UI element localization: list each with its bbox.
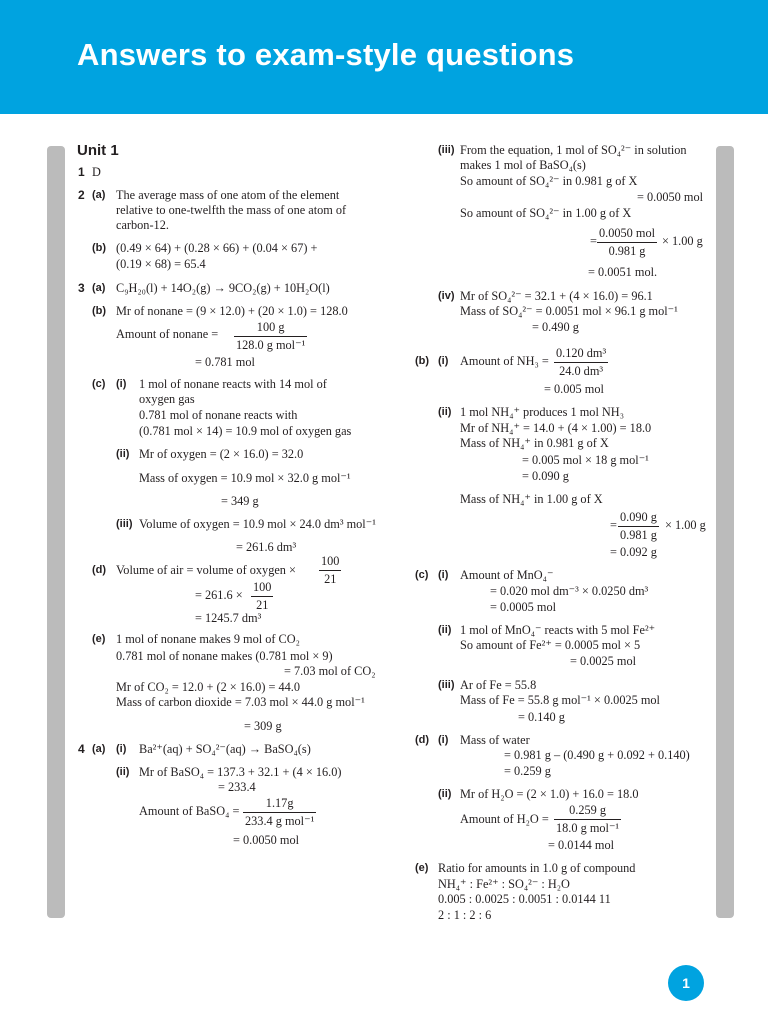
left-line: (c): [92, 378, 106, 390]
left-line: = 233.4: [218, 780, 256, 794]
right-line: (e): [415, 862, 429, 874]
right-line: (iv): [438, 290, 455, 302]
fraction-numerator: 1.17g: [265, 796, 294, 810]
left-line: Mr of nonane = (9 × 12.0) + (20 × 1.0) = 128.0: [116, 304, 348, 318]
left-line: (0.49 × 64) + (0.28 × 66) + (0.04 × 67) +: [116, 241, 318, 255]
right-line: Mass of NH₄⁺ in 1.00 g of X: [460, 492, 603, 506]
right-line: (ii): [438, 788, 452, 800]
right-line: NH₄⁺ : Fe²⁺ : SO₄²⁻ : H₂O: [438, 877, 570, 891]
right-line: Mass of water: [460, 733, 530, 747]
right-line: = 0.005 mol: [544, 382, 604, 396]
fraction-denominator: 233.4 g mol⁻¹: [245, 814, 315, 828]
left-line: = 7.03 mol of CO₂: [284, 664, 376, 678]
left-line: (i): [116, 378, 127, 390]
fraction: [618, 510, 659, 543]
fraction: [554, 803, 621, 836]
right-line: (i): [438, 355, 449, 367]
left-line: 1 mol of nonane reacts with 14 mol of: [139, 377, 327, 391]
fraction-numerator: 100 g: [256, 320, 285, 334]
left-line: 1 mol of nonane makes 9 mol of CO₂: [116, 632, 300, 646]
right-line: = 0.090 g: [522, 469, 569, 483]
right-line: (ii): [438, 406, 452, 418]
left-line: carbon-12.: [116, 218, 169, 232]
right-line: =: [610, 518, 617, 532]
fraction-denominator: 18.0 g mol⁻¹: [556, 821, 620, 835]
right-line: 1 mol of MnO₄⁻ reacts with 5 mol Fe²⁺: [460, 623, 656, 637]
fraction: [251, 580, 273, 613]
right-line: = 0.005 mol × 18 g mol⁻¹: [522, 453, 649, 467]
right-line: = 0.0025 mol: [570, 654, 637, 668]
right-line: So amount of Fe²⁺ = 0.0005 mol × 5: [460, 638, 641, 652]
left-line: (0.781 mol × 14) = 10.9 mol of oxygen gas: [139, 424, 352, 438]
fraction-denominator: 21: [319, 570, 341, 587]
page-number-badge: [668, 965, 704, 1001]
left-line: Mr of CO₂ = 12.0 + (2 × 16.0) = 44.0: [116, 680, 301, 694]
left-line: 3: [78, 281, 85, 295]
left-line: Mr of BaSO₄ = 137.3 + 32.1 + (4 × 16.0): [139, 765, 342, 779]
right-line: So amount of SO₄²⁻ in 0.981 g of X: [460, 174, 638, 188]
fraction: [234, 320, 307, 353]
left-line: (i): [116, 743, 127, 755]
left-line: (ii): [116, 766, 130, 778]
left-line: (a): [92, 282, 106, 294]
right-line: = 0.0005 mol: [490, 600, 557, 614]
left-line: Volume of air = volume of oxygen ×: [116, 563, 296, 577]
right-line: Amount of H₂O =: [460, 812, 549, 826]
left-line: = 0.781 mol: [195, 355, 255, 369]
fraction-numerator: 0.259 g: [569, 803, 606, 817]
right-line: Amount of NH₃ =: [460, 354, 549, 368]
page-title-text: Answers to exam-style questions: [77, 37, 575, 72]
left-line: = 349 g: [221, 494, 259, 508]
left-line: (iii): [116, 518, 133, 530]
left-line: 0.781 mol of nonane makes (0.781 mol × 9): [116, 649, 333, 663]
fraction: [554, 346, 608, 379]
fraction-numerator: 0.0050 mol: [599, 226, 656, 240]
right-line: Amount of MnO₄⁻: [460, 568, 554, 582]
right-line: (i): [438, 734, 449, 746]
right-line: =: [590, 234, 597, 248]
fraction: [243, 796, 316, 829]
right-line: (iii): [438, 679, 455, 691]
right-line: Ratio for amounts in 1.0 g of compound: [438, 861, 636, 875]
left-line: Mass of oxygen = 10.9 mol × 32.0 g mol⁻¹: [139, 471, 351, 485]
page-title: [77, 38, 574, 72]
right-line: (ii): [438, 624, 452, 636]
left-line: (0.19 × 68) = 65.4: [116, 257, 206, 271]
right-line: × 1.00 g: [662, 234, 703, 248]
right-line: Mr of SO₄²⁻ = 32.1 + (4 × 16.0) = 96.1: [460, 289, 653, 303]
fraction-denominator: 0.981 g: [620, 528, 657, 542]
right-line: Ar of Fe = 55.8: [460, 678, 537, 692]
left-line: Unit 1: [77, 142, 119, 159]
right-line: Mass of SO₄²⁻ = 0.0051 mol × 96.1 g mol⁻¹: [460, 304, 678, 318]
fraction: [597, 226, 657, 259]
fraction-numerator: 100: [321, 554, 340, 568]
right-line: (i): [438, 569, 449, 581]
right-line: Mr of H₂O = (2 × 1.0) + 16.0 = 18.0: [460, 787, 639, 801]
right-line: So amount of SO₄²⁻ in 1.00 g of X: [460, 206, 632, 220]
right-line: (b): [415, 355, 430, 367]
fraction-numerator: 0.090 g: [620, 510, 657, 524]
left-line: oxygen gas: [139, 392, 195, 406]
left-line: = 1245.7 dm³: [195, 611, 262, 625]
right-line: Mass of NH₄⁺ in 0.981 g of X: [460, 436, 609, 450]
left-line: 1: [78, 165, 85, 179]
left-line: C₉H₂₀(l) + 14O₂(g) → 9CO₂(g) + 10H₂O(l): [116, 281, 330, 295]
right-line: Mass of Fe = 55.8 g mol⁻¹ × 0.0025 mol: [460, 693, 660, 707]
left-line: Mr of oxygen = (2 × 16.0) = 32.0: [139, 447, 304, 461]
right-line: Mr of NH₄⁺ = 14.0 + (4 × 1.00) = 18.0: [460, 421, 652, 435]
fraction-numerator: 0.120 dm³: [556, 346, 607, 360]
fraction-denominator: 128.0 g mol⁻¹: [236, 338, 306, 352]
fraction: [319, 554, 341, 587]
left-line: Amount of nonane =: [116, 327, 219, 341]
right-line: = 0.092 g: [610, 545, 657, 559]
right-line: = 0.020 mol dm⁻³ × 0.0250 dm³: [490, 584, 649, 598]
left-line: Ba²⁺(aq) + SO₄²⁻(aq) → BaSO₄(s): [139, 742, 311, 756]
left-line: Amount of BaSO₄ =: [139, 804, 240, 818]
left-line: 4: [78, 742, 85, 756]
fraction-denominator: 0.981 g: [597, 242, 657, 259]
left-line: (ii): [116, 448, 130, 460]
left-line: (d): [92, 564, 107, 576]
right-line: × 1.00 g: [665, 518, 706, 532]
left-line: 0.781 mol of nonane reacts with: [139, 408, 298, 422]
fraction-numerator: 100: [253, 580, 272, 594]
left-line: = 309 g: [244, 719, 282, 733]
fraction-denominator: 21: [251, 596, 273, 613]
right-line: (d): [415, 734, 430, 746]
right-line: From the equation, 1 mol of SO₄²⁻ in solution: [460, 143, 687, 157]
page-number: 1: [682, 975, 690, 991]
right-margin-bar: [716, 146, 734, 918]
left-line: relative to one-twelfth the mass of one atom of: [116, 203, 347, 217]
fraction-denominator: 24.0 dm³: [554, 362, 608, 379]
right-line: 2 : 1 : 2 : 6: [438, 908, 492, 922]
left-line: Volume of oxygen = 10.9 mol × 24.0 dm³ mol⁻¹: [139, 517, 376, 531]
right-line: 0.005 : 0.0025 : 0.0051 : 0.0144 11: [438, 892, 611, 906]
right-line: = 0.259 g: [504, 764, 551, 778]
right-line: makes 1 mol of BaSO₄(s): [460, 158, 586, 172]
right-line: (iii): [438, 144, 455, 156]
left-line: The average mass of one atom of the element: [116, 188, 340, 202]
right-line: = 0.981 g – (0.490 g + 0.092 + 0.140): [504, 748, 690, 762]
left-line: = 261.6 ×: [195, 588, 243, 602]
right-line: = 0.0051 mol.: [588, 265, 658, 279]
left-line: (b): [92, 305, 107, 317]
left-margin-bar: [47, 146, 65, 918]
left-line: = 0.0050 mol: [233, 833, 300, 847]
right-line: 1 mol NH₄⁺ produces 1 mol NH₃: [460, 405, 624, 419]
right-line: (c): [415, 569, 429, 581]
right-line: = 0.140 g: [518, 710, 565, 724]
left-line: (b): [92, 242, 107, 254]
right-line: = 0.0050 mol: [637, 190, 704, 204]
left-line: (e): [92, 633, 106, 645]
right-line: = 0.0144 mol: [548, 838, 615, 852]
left-line: = 261.6 dm³: [236, 540, 297, 554]
left-line: (a): [92, 743, 106, 755]
left-line: Mass of carbon dioxide = 7.03 mol × 44.0 g mol⁻¹: [116, 695, 365, 709]
left-line: D: [92, 165, 101, 179]
page-header: [0, 0, 768, 114]
left-line: (a): [92, 189, 106, 201]
left-line: 2: [78, 188, 85, 202]
right-line: = 0.490 g: [532, 320, 579, 334]
